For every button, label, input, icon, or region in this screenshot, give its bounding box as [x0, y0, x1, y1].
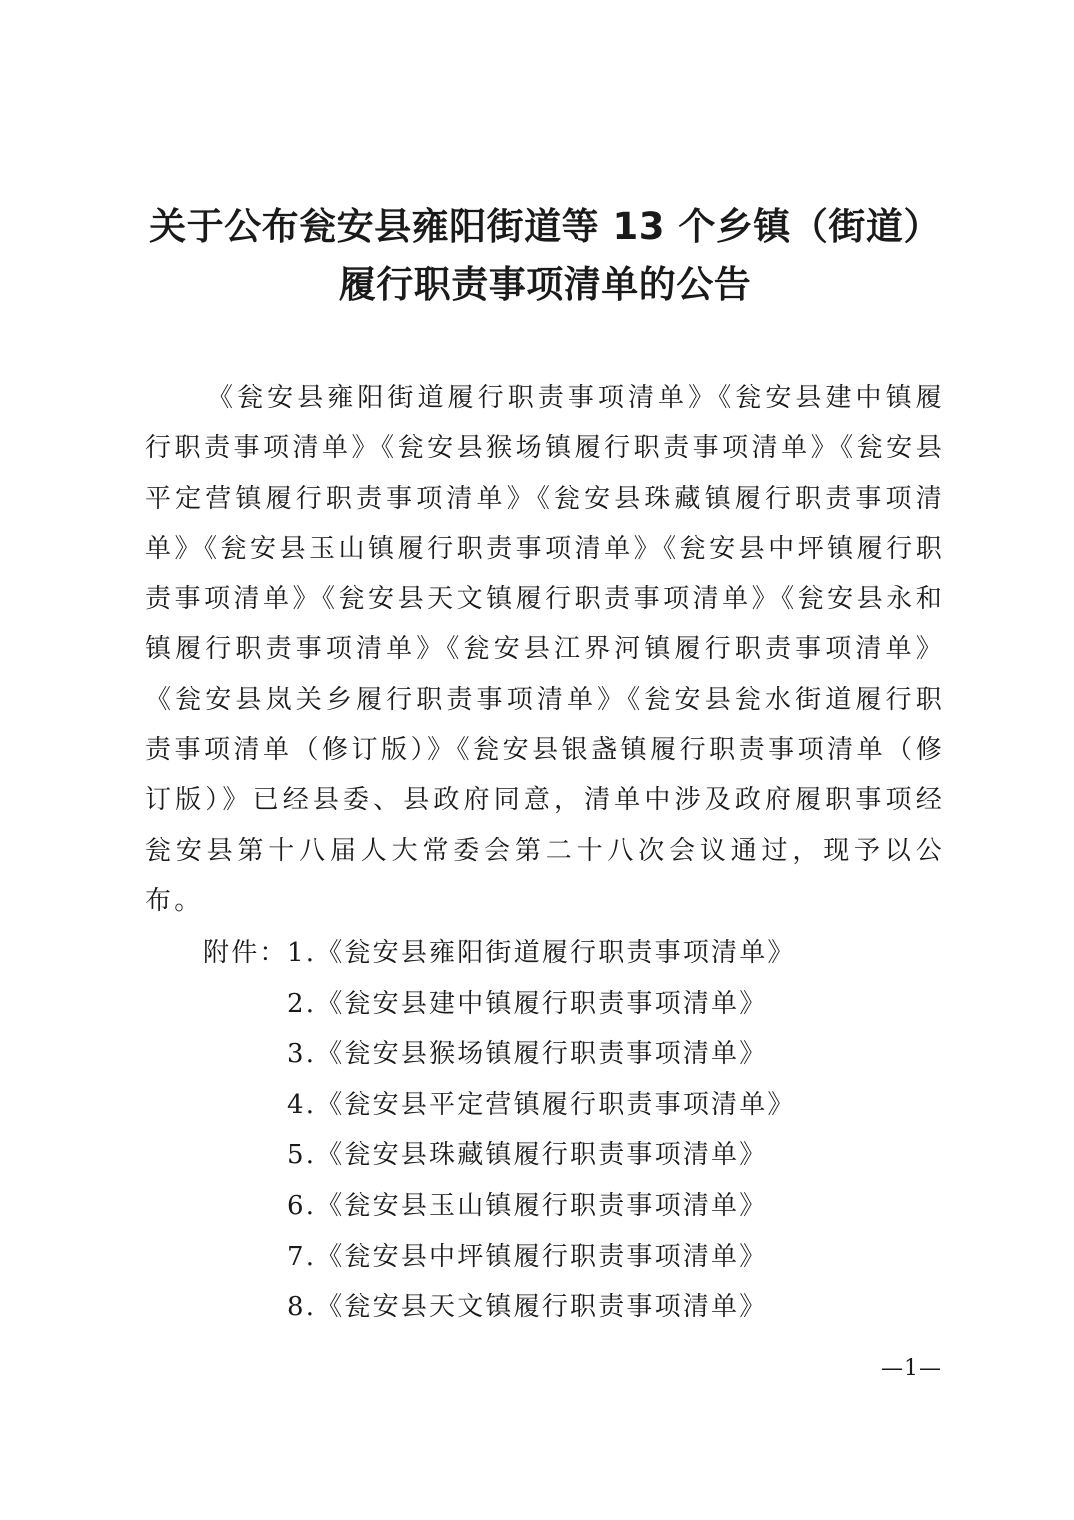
attachment-title: 《瓮安县雍阳街道履行职责事项清单》: [316, 938, 796, 968]
attachment-number: 8.: [287, 1292, 317, 1323]
attachment-label-spacer: [203, 1130, 287, 1181]
attachment-label-spacer: [203, 1282, 287, 1333]
attachment-label-spacer: [203, 1029, 287, 1080]
attachment-item: [203, 979, 963, 1030]
attachment-number: 3.: [287, 1039, 317, 1070]
page-number: —1—: [881, 1356, 942, 1381]
attachment-title: 《瓮安县玉山镇履行职责事项清单》: [316, 1190, 768, 1221]
attachment-title: 《瓮安县平定营镇履行职责事项清单》: [316, 1089, 796, 1120]
title-line-2: 履行职责事项清单的公告: [338, 263, 752, 306]
document-title: [110, 198, 980, 314]
attachment-label-spacer: [203, 1181, 287, 1232]
attachment-number: 1.: [287, 938, 317, 968]
attachment-number: 7.: [287, 1241, 317, 1272]
attachment-item: [203, 1232, 963, 1283]
attachment-item: [203, 928, 963, 979]
title-line-1: 关于公布瓮安县雍阳街道等 13 个乡镇（街道）: [149, 205, 941, 248]
attachment-title: 《瓮安县天文镇履行职责事项清单》: [316, 1292, 768, 1323]
attachment-item: [203, 1282, 963, 1333]
body-paragraph: 《瓮安县雍阳街道履行职责事项清单》《瓮安县建中镇履行职责事项清单》《瓮安县猴场镇履行职责事项清单》《瓮安县平定营镇履行职责事项清单》《瓮安县珠藏镇履行职责事项清单》《瓮安县玉山镇履行职责事项清单》《瓮安县中坪镇履行职责事项清单》《瓮安县天文镇履行职责事项清单》《瓮安县永和镇履行职责事项清单》《瓮安县江界河镇履行职责事项清单》《瓮安县岚关乡履行职责事项清单》《瓮安县瓮水街道履行职责事项清单（修订版）》《瓮安县银盏镇履行职责事项清单（修订版）》已经县委、县政府同意，清单中涉及政府履职事项经瓮安县第十八届人大常委会第二十八次会议通过，现予以公布。: [145, 383, 945, 916]
attachment-number: 4.: [287, 1089, 317, 1120]
attachment-number: 6.: [287, 1190, 317, 1221]
attachment-item: [203, 1080, 963, 1131]
attachment-item: [203, 1130, 963, 1181]
attachment-label: 附件：: [203, 938, 288, 968]
attachment-item: [203, 1029, 963, 1080]
attachment-title: 《瓮安县建中镇履行职责事项清单》: [316, 988, 768, 1019]
attachment-label-spacer: [203, 1080, 287, 1131]
attachment-number: 2.: [287, 988, 317, 1019]
attachment-title: 《瓮安县猴场镇履行职责事项清单》: [316, 1039, 768, 1070]
attachment-title: 《瓮安县珠藏镇履行职责事项清单》: [316, 1140, 768, 1171]
attachment-label-spacer: [203, 1232, 287, 1283]
attachment-number: 5.: [287, 1140, 317, 1171]
attachment-title: 《瓮安县中坪镇履行职责事项清单》: [316, 1241, 768, 1272]
attachment-item: [203, 1181, 963, 1232]
attachment-label-spacer: [203, 979, 287, 1030]
attachment-list: [203, 928, 963, 1333]
